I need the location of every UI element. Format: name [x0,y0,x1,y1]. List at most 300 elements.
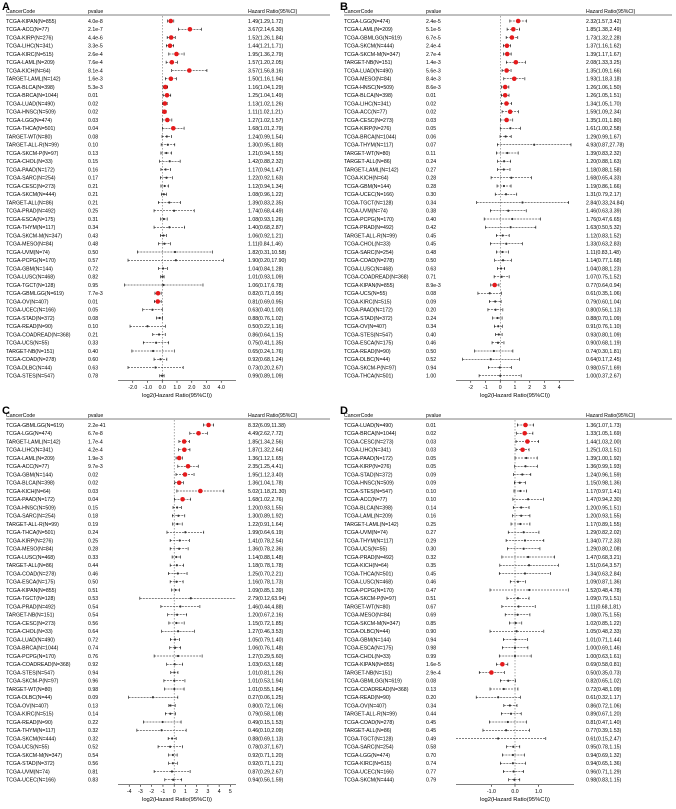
cancer-code: TCGA-BLCA(N=398) [6,480,55,487]
pvalue: 0.81 [88,769,99,776]
pvalue: 2.4e-5 [426,18,441,25]
table-row [344,654,621,660]
hazard-ratio-point [509,704,511,706]
pvalue: 0.74 [88,645,99,652]
hazard-ratio-point [509,127,511,129]
pvalue: 0.15 [88,159,99,166]
cancer-code: TCGA-SKCM-M(N=347) [6,752,63,759]
hazard-ratio-point [512,762,514,764]
hazard-ratio-ci: 0.80(0.72,1.06) [248,703,284,710]
hazard-ratio-ci: 2.35(1.25,4.41) [248,464,284,471]
table-row [344,242,621,248]
hazard-ratio-point [496,317,498,319]
table-row [344,447,621,453]
hazard-ratio-ci: 1.01(0.55,1.84) [248,686,284,693]
pvalue: 0.05 [88,307,99,314]
cancer-code: TCGA-PAAD(N=172) [6,167,55,174]
hazard-ratio-ci: 1.33(0.63,2.83) [586,241,622,248]
cancer-code: TCGA-KICH(N=64) [6,488,51,495]
table-row [6,126,283,132]
hazard-ratio-ci: 1.13(1.02,1.26) [248,101,284,108]
cancer-code: TCGA-LGG(N=474) [344,752,390,759]
table-row [344,200,624,206]
pvalue: 0.34 [426,324,437,331]
table-row [6,423,286,429]
hazard-ratio-point [502,259,504,261]
cancer-code: TCGA-GBM(N=144) [6,472,53,479]
table-row [6,27,283,33]
hazard-ratio-ci: 1.50(1.16,1.94) [248,76,284,83]
hazard-ratio-ci: 0.86(0.64,1.15) [248,332,284,339]
hazard-ratio-ci: 0.88(0.70,1.09) [586,315,622,322]
cancer-code: TCGA-GBMLGG(N=619) [6,422,64,429]
table-row [6,200,283,206]
hazard-ratio-ci: 1.00(0.69,1.46) [586,645,622,652]
hazard-ratio-ci: 1.06(0.92,1.21) [248,233,284,240]
hazard-ratio-ci: 1.30(0.89,1.92) [248,513,284,520]
hazard-ratio-point [172,754,174,756]
hazard-ratio-ci: 1.17(0.97,1.41) [586,488,622,495]
pvalue: 0.40 [88,348,99,355]
hazard-ratio-ci: 1.00(0.63,1.61) [586,653,622,660]
hazard-ratio-ci: 0.82(0.71,0.95) [248,291,284,298]
hazard-ratio-point [489,670,494,675]
cancer-code: TCGA-PRAD(N=492) [344,225,394,232]
hazard-ratio-point [175,581,177,583]
hazard-ratio-ci: 1.39(1.00,1.92) [586,455,622,462]
hazard-ratio-ci: 0.94(0.56,1.59) [248,777,284,784]
pvalue: 0.50 [426,348,437,355]
cancer-code: TCGA-TGCT(N=128) [344,200,394,207]
table-row [344,736,621,742]
pvalue: 0.76 [88,653,99,660]
hazard-ratio-point [524,465,526,467]
cancer-code: TCGA-LUAD(N=490) [6,637,55,644]
x-tick-label: 0.0 [511,788,519,795]
pvalue: 2.6e-4 [88,51,103,58]
hazard-ratio-ci: 1.16(0.78,1.73) [248,579,284,586]
table-row [344,563,621,569]
header-cancer-code: CancerCode [6,413,36,419]
table-row [6,143,283,149]
pvalue: 1.6e-3 [88,76,103,83]
pvalue: 0.43 [88,233,99,240]
panel-label: B [340,1,348,13]
cancer-code: TCGA-COADREAD(N=368) [344,686,409,693]
hazard-ratio-point [517,614,519,616]
cancer-code: TCGA-CHOL(N=33) [6,629,53,636]
hazard-ratio-point [499,375,501,377]
x-tick-label: 2 [528,384,532,391]
pvalue: 0.21 [88,332,99,339]
hazard-ratio-ci: 0.72(0.48,1.09) [586,686,622,693]
table-row [6,530,283,536]
hazard-ratio-point [170,60,175,65]
cancer-code: TCGA-MESO(N=84) [344,76,392,83]
pvalue: 0.77 [426,769,437,776]
pvalue: 0.94 [88,670,99,677]
hazard-ratio-ci: 0.50(0.35,0.73) [586,670,622,677]
hazard-ratio-point [177,480,182,485]
pvalue: 0.25 [426,521,437,528]
cancer-code: TARGET-ALL-R(N=99) [6,142,59,149]
header-cancer-code: CancerCode [344,9,374,15]
hazard-ratio-ci: 1.93(1.18,3.18) [586,76,622,83]
pvalue: 0.94 [426,365,437,372]
hazard-ratio-ci: 1.61(1.00,2.58) [586,126,622,133]
hazard-ratio-point [168,201,170,203]
cancer-code: TCGA-UCS(N=55) [344,546,388,553]
hazard-ratio-ci: 1.12(0.94,1.34) [248,183,284,190]
hazard-ratio-ci: 1.36(0.99,1.93) [586,464,622,471]
hazard-ratio-point [507,680,509,682]
cancer-code: TCGA-STES(N=547) [6,670,55,677]
table-row [6,93,283,99]
table-row [6,720,283,726]
pvalue: 7.7e-3 [88,291,103,298]
cancer-code: TCGA-LGG(N=474) [6,117,52,124]
table-row [344,745,621,751]
hazard-ratio-ci: 1.39(0.83,2.32) [586,150,622,157]
cancer-code: TCGA-KIRC(N=515) [6,711,54,718]
hazard-ratio-ci: 1.08(0.93,1.26) [248,216,284,223]
table-row [344,349,621,355]
hazard-ratio-ci: 1.95(1.12,3.40) [248,472,284,479]
hazard-ratio-point [162,284,164,286]
table-row [6,176,283,182]
hazard-ratio-point [169,704,171,706]
pvalue: 0.72 [88,637,99,644]
hazard-ratio-ci: 0.81(0.69,0.95) [248,299,284,306]
hazard-ratio-ci: 1.44(1.21,1.71) [248,43,284,50]
hazard-ratio-ci: 1.27(0.46,3.53) [248,629,284,636]
hazard-ratio-ci: 0.49(0.15,1.53) [248,719,284,726]
hazard-ratio-point [524,572,526,574]
cancer-code: TARGET-NB(N=151) [6,348,55,355]
table-row [6,341,283,347]
hazard-ratio-ci: 1.00(0.37,2.67) [586,373,622,380]
hazard-ratio-point [182,439,187,444]
hazard-ratio-point [174,589,176,591]
cancer-code: TCGA-LIHC(N=341) [344,447,391,454]
table-row [344,637,621,643]
pvalue: 0.42 [426,225,437,232]
hazard-ratio-point [506,152,508,154]
cancer-code: TCGA-KICH(N=64) [6,68,51,75]
table-row [6,60,283,66]
cancer-code: TARGET-NB(N=151) [344,670,393,677]
pvalue: 0.28 [88,546,99,553]
hazard-ratio-point [505,243,507,245]
cancer-code: TARGET-LAML(N=142) [344,521,399,528]
pvalue: 0.48 [88,241,99,248]
table-row [6,596,286,602]
cancer-code: TCGA-COADREAD(N=368) [344,274,409,281]
pvalue: 0.10 [88,324,99,331]
cancer-code: TCGA-GBMLGG(N=619) [344,35,402,42]
header-pvalue: pvalue [426,9,442,15]
pvalue: 4.2e-4 [88,447,103,454]
pvalue: 0.28 [426,183,437,190]
table-row [6,728,283,734]
hazard-ratio-point [519,482,521,484]
pvalue: 0.21 [88,200,99,207]
pvalue: 0.33 [88,340,99,347]
hazard-ratio-ci: 4.93(0.87,27.78) [586,142,625,149]
pvalue: 0.50 [88,249,99,256]
cancer-code: TARGET-ALL-R(N=99) [344,233,397,240]
hazard-ratio-point [503,185,505,187]
cancer-code: TCGA-ESCA(N=175) [6,579,56,586]
table-row [6,753,283,759]
hazard-ratio-point [163,85,168,90]
hazard-ratio-point [511,27,516,32]
hazard-ratio-point [519,490,521,492]
cancer-code: TCGA-COAD(N=278) [6,571,57,578]
hazard-ratio-point [158,317,160,319]
hazard-ratio-point [169,35,174,40]
table-row [344,167,621,173]
cancer-code: TCGA-OV(N=407) [6,703,49,710]
pvalue: 0.78 [88,373,99,380]
hazard-ratio-point [166,135,168,137]
hazard-ratio-point [497,737,499,739]
table-row [344,728,621,734]
table-row [344,341,621,347]
pvalue: 0.63 [426,266,437,273]
hazard-ratio-point [523,531,525,533]
table-row [344,275,621,281]
cancer-code: TARGET-LAML(N=142) [344,167,399,174]
hazard-ratio-point [165,152,167,154]
pvalue: 0.46 [426,579,437,586]
cancer-code: TCGA-READ(N=90) [6,324,53,331]
hazard-ratio-ci: 1.20(0.95,1.51) [586,505,622,512]
pvalue: 0.45 [426,241,437,248]
hazard-ratio-ci: 0.61(0.35,1.06) [586,291,622,298]
pvalue: 0.16 [426,513,437,520]
hazard-ratio-ci: 0.79(0.60,1.04) [586,299,622,306]
hazard-ratio-ci: 1.11(1.02,1.21) [248,109,283,116]
cancer-code: TCGA-LUSC(N=468) [344,579,393,586]
table-row [344,489,621,495]
pvalue: 0.08 [426,678,437,685]
cancer-code: TCGA-PAAD(N=172) [6,497,55,504]
hazard-ratio-ci: 0.69(0.58,0.81) [586,662,622,669]
pvalue: 0.79 [426,777,437,784]
table-row [6,365,283,371]
pvalue: 0.40 [426,216,437,223]
hazard-ratio-ci: 1.36(0.78,2.36) [248,546,284,553]
hazard-ratio-point [156,291,161,296]
header-pvalue: pvalue [88,9,104,15]
table-row [6,258,286,264]
table-row [344,670,621,676]
hazard-ratio-point [503,168,505,170]
hazard-ratio-ci: 1.18(0.88,1.58) [586,167,622,174]
table-row [344,604,621,610]
hazard-ratio-ci: 1.82(0.31,10.58) [248,249,287,256]
cancer-code: TCGA-MESO(N=84) [6,546,54,553]
table-row [6,316,283,322]
table-row [344,514,621,520]
hazard-ratio-ci: 1.21(0.94,1.55) [248,150,284,157]
x-tick-label: 1.0 [534,788,543,795]
hazard-ratio-point [174,647,176,649]
hazard-ratio-ci: 1.25(1.03,1.51) [586,447,622,454]
cancer-code: TCGA-STES(N=547) [6,373,55,380]
table-row [344,93,621,99]
hazard-ratio-point [177,456,182,461]
hazard-ratio-point [504,68,509,73]
hazard-ratio-ci: 1.87(1.32,2.64) [248,447,284,454]
hazard-ratio-point [177,572,179,574]
pvalue: 0.18 [88,513,99,520]
pvalue: 0.30 [426,546,437,553]
cancer-code: TCGA-ACC(N=77) [344,109,388,116]
table-row [344,687,621,693]
pvalue: 0.03 [426,117,437,124]
hazard-ratio-point [533,144,535,146]
table-row [344,646,621,652]
x-tick-label: 0 [172,788,176,795]
table-row [6,332,283,338]
cancer-code: TCGA-CESC(N=273) [6,183,56,190]
cancer-code: TCGA-GBM(N=144) [344,183,391,190]
hazard-ratio-point [155,342,157,344]
table-row [6,357,283,363]
pvalue: 0.74 [426,761,437,768]
table-row [344,291,621,297]
table-row [6,275,283,281]
hazard-ratio-point [504,101,509,106]
hazard-ratio-point [169,713,171,715]
hazard-ratio-point [168,226,170,228]
pvalue: 0.85 [426,620,437,627]
cancer-code: TCGA-SKCM-P(N=97) [344,596,397,603]
cancer-code: TCGA-THYM(N=117) [344,538,394,545]
pvalue: 0.13 [88,150,99,157]
cancer-code: TCGA-BRCA(N=1044) [344,134,397,141]
hazard-ratio-ci: 1.46(0.44,4.88) [248,604,284,611]
table-row [344,596,621,602]
pvalue: 6.7e-5 [426,35,441,42]
cancer-code: TCGA-KICH(N=64) [344,563,389,570]
hazard-ratio-point [499,366,501,368]
pvalue: 0.34 [426,703,437,710]
table-row [344,703,621,709]
hazard-ratio-point [504,118,509,123]
cancer-code: TCGA-SKCM(N=444) [344,43,395,50]
hazard-ratio-ci: 1.01(0.93,1.09) [248,274,284,281]
pvalue: 0.14 [426,505,437,512]
table-row [344,316,621,322]
cancer-code: TCGA-KIRC(N=515) [6,51,54,58]
cancer-code: TARGET-LAML(N=142) [6,76,61,83]
hazard-ratio-ci: 1.24(0.96,1.59) [586,472,622,479]
table-row [6,76,283,82]
hazard-ratio-point [164,168,166,170]
table-row [344,159,621,165]
pvalue: 0.24 [88,530,99,537]
hazard-ratio-point [527,498,529,500]
hazard-ratio-ci: 1.40(0.68,2.87) [248,225,284,232]
cancer-code: TARGET-ALL-R(N=99) [344,711,397,718]
pvalue: 0.07 [426,142,437,149]
cancer-code: TARGET-ALL-R(N=99) [6,521,59,528]
pvalue: 0.08 [426,291,437,298]
x-tick-label: 2 [195,788,199,795]
table-row [6,613,283,619]
hazard-ratio-ci: 0.77(0.64,0.94) [586,282,622,289]
pvalue: 1.6e-5 [426,662,441,669]
hazard-ratio-ci: 1.01(0.53,1.94) [248,678,284,685]
hazard-ratio-ci: 1.05(0.79,1.40) [248,637,284,644]
cancer-code: TCGA-STAD(N=372) [6,761,55,768]
table-row [6,35,283,41]
hazard-ratio-point [502,234,504,236]
cancer-code: TCGA-ACC(N=77) [6,27,50,34]
hazard-ratio-point [521,201,523,203]
cancer-code: TCGA-CHOL(N=33) [344,241,391,248]
hazard-ratio-ci: 1.01(0.81,1.26) [248,670,284,677]
table-row [6,447,283,453]
table-row [344,35,621,41]
pvalue: 0.52 [88,744,99,751]
table-row [6,19,283,25]
cancer-code: TARGET-ALL(N=86) [6,563,54,570]
table-row [6,489,286,495]
hazard-ratio-point [168,43,173,48]
pvalue: 0.46 [88,571,99,578]
cancer-code: TCGA-THCA(N=501) [6,530,56,537]
hazard-ratio-ci: 1.68(0.65,4.33) [586,175,622,182]
cancer-code: TCGA-KIPAN(N=855) [344,282,395,289]
pvalue: 0.45 [426,728,437,735]
table-row [344,43,621,49]
cancer-code: TCGA-UCEC(N=166) [6,777,56,784]
pvalue: 0.46 [426,340,437,347]
x-tick-label: -1.0 [143,384,152,391]
hazard-ratio-ci: 1.11(0.83,1.48) [586,249,621,256]
hazard-ratio-ci: 4.49(2.62,7.72) [248,431,284,438]
hazard-ratio-ci: 0.74(0.30,1.81) [586,348,622,355]
pvalue: 0.90 [426,629,437,636]
pvalue: 0.98 [88,686,99,693]
hazard-ratio-point [163,101,168,106]
pvalue: 0.50 [426,258,437,265]
pvalue: 5.3e-3 [88,84,103,91]
x-tick-label: 4 [557,384,561,391]
hazard-ratio-point [514,60,519,65]
hazard-ratio-ci: 1.57(1.20,2.05) [248,60,284,67]
hazard-ratio-point [175,622,177,624]
x-tick-label: 1 [513,384,517,391]
hazard-ratio-ci: 1.17(0.94,1.47) [248,167,284,174]
hazard-ratio-point [146,325,148,327]
hazard-ratio-point [151,309,153,311]
pvalue: 0.24 [426,315,437,322]
cancer-code: TCGA-GBMLGG(N=619) [6,291,64,298]
hazard-ratio-point [505,43,510,48]
hazard-ratio-ci: 0.78(0.37,1.67) [248,744,284,751]
hazard-ratio-ci: 0.89(0.67,1.20) [586,711,622,718]
hazard-ratio-ci: 1.36(1.04,1.78) [248,480,284,487]
cancer-code: TCGA-MESO(N=84) [6,241,54,248]
cancer-code: TCGA-SKCM(N=444) [6,192,57,199]
hazard-ratio-ci: 0.82(0.65,1.02) [586,678,622,685]
cancer-code: TCGA-UVM(N=74) [6,769,50,776]
